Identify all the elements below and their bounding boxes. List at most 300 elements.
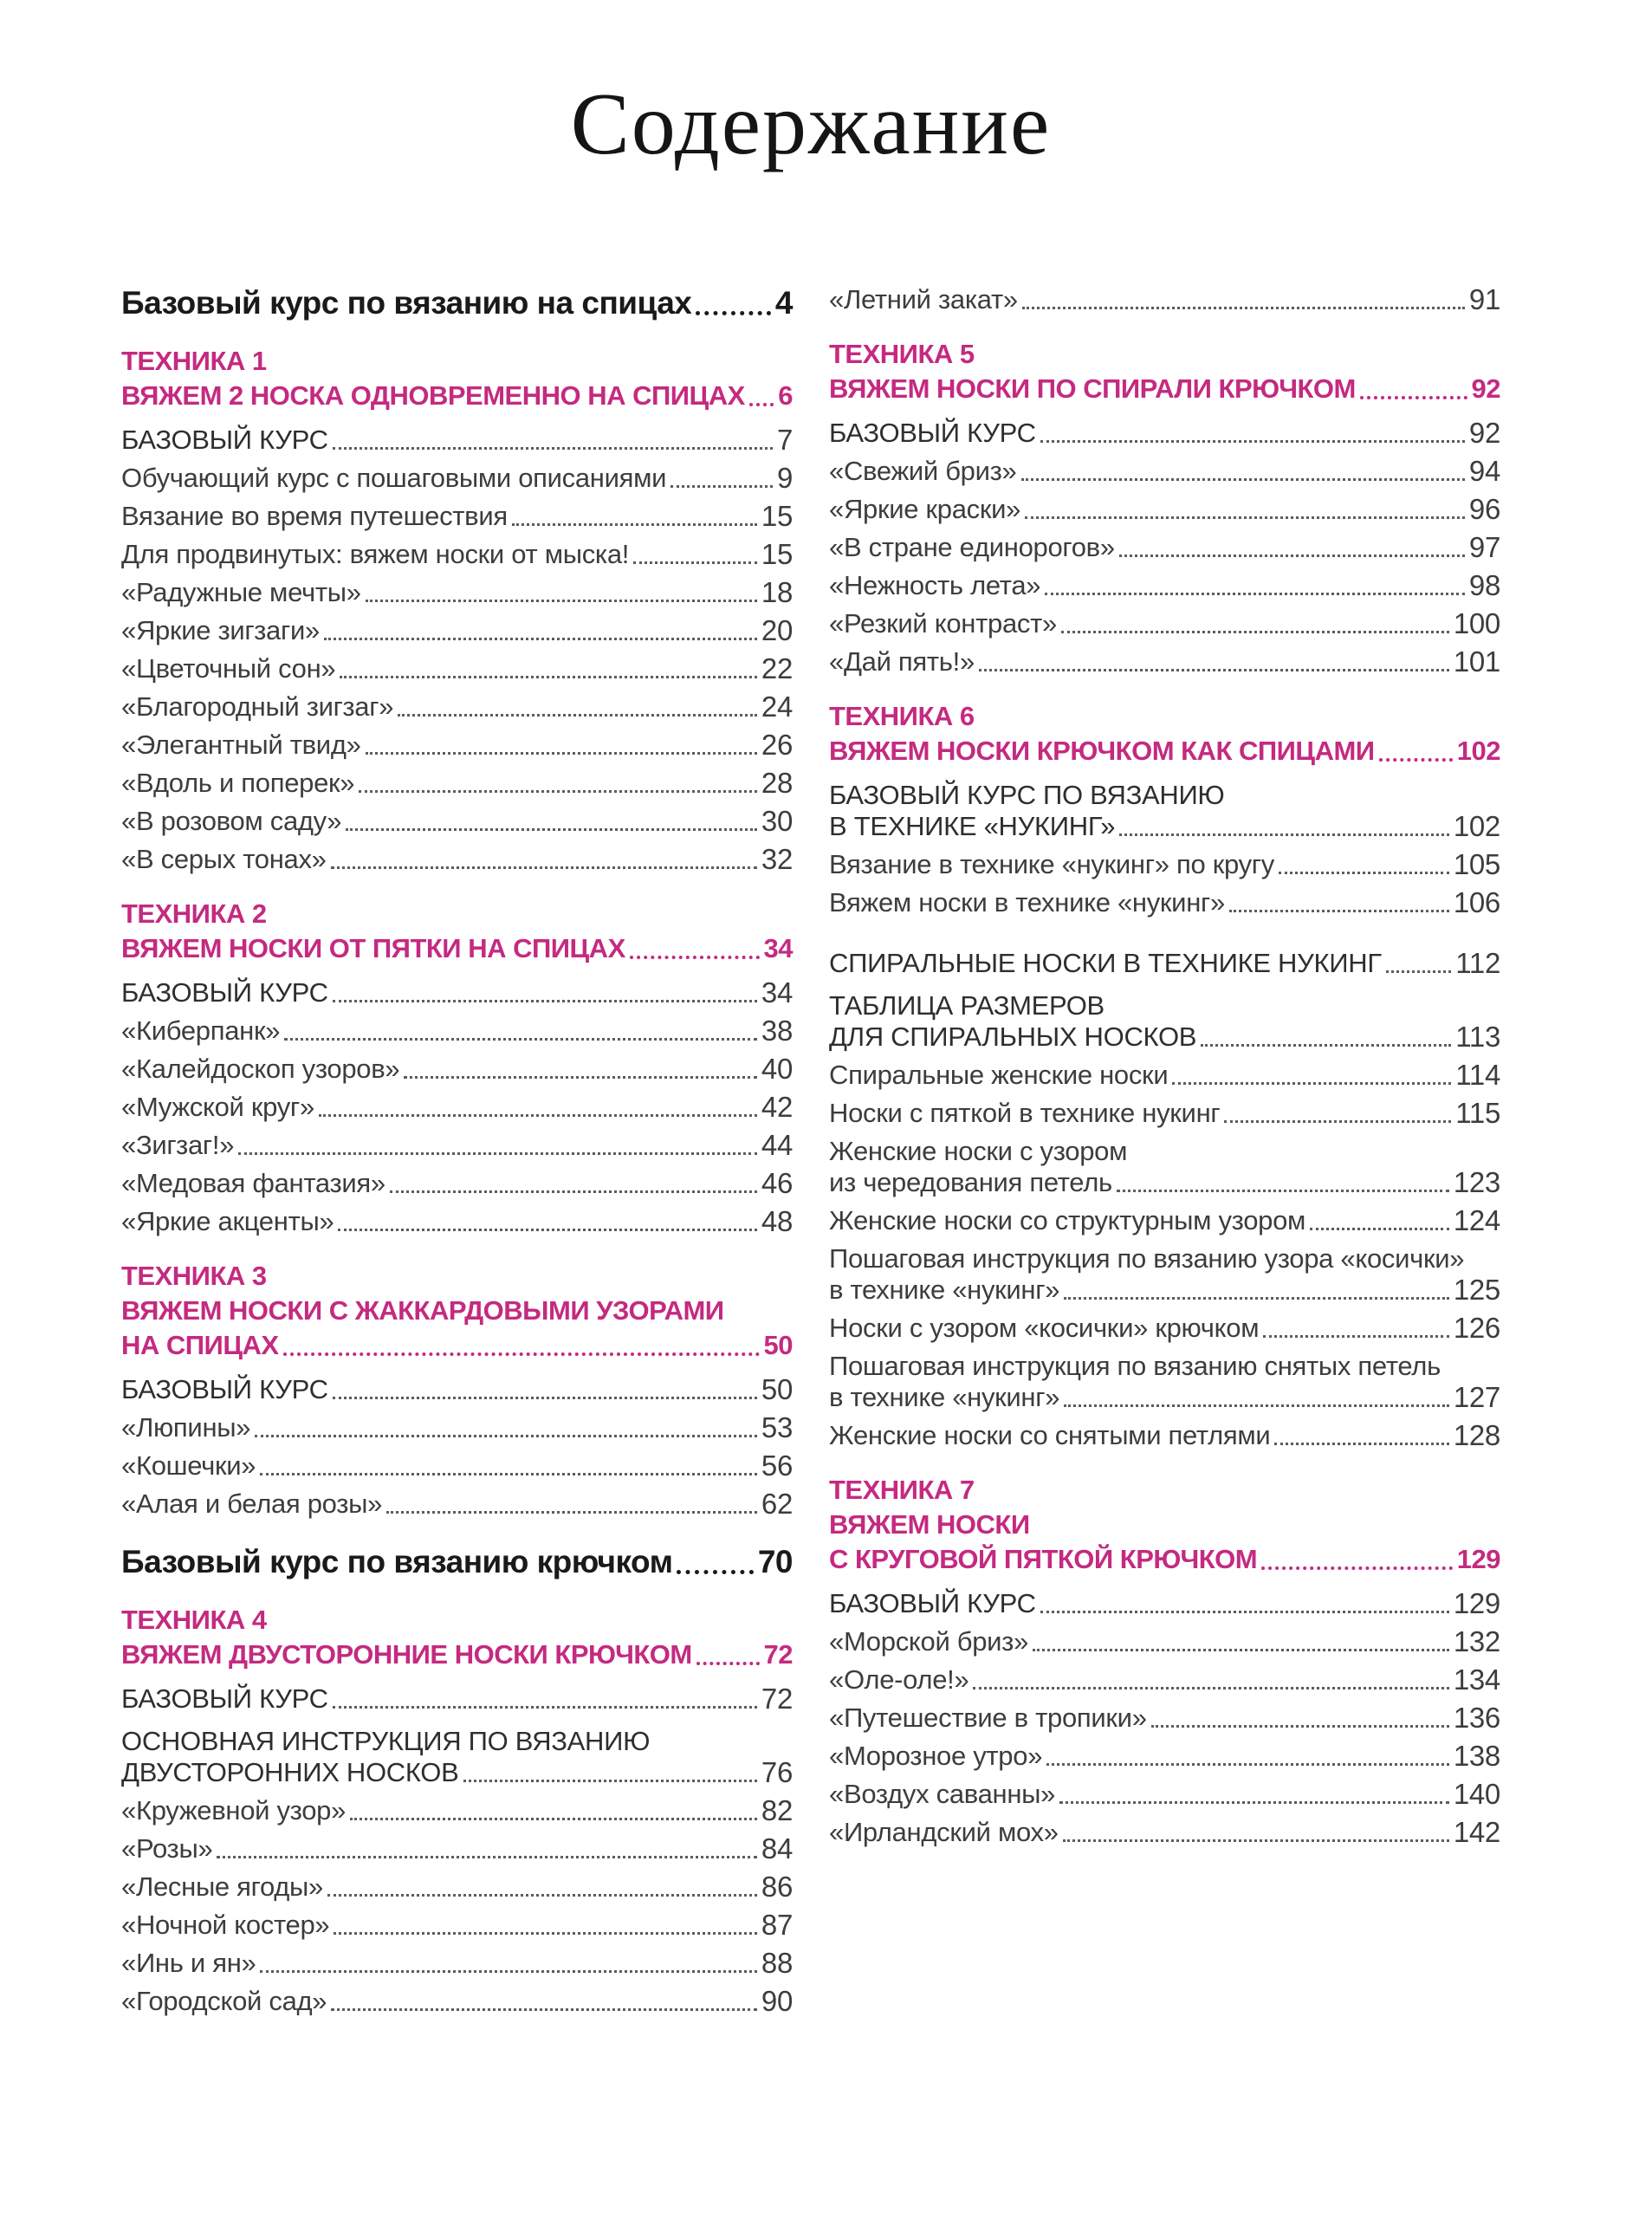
toc-item-text: ТЕХНИКА 6 — [829, 701, 975, 732]
page-number: 91 — [1468, 283, 1500, 316]
toc-item-entry — [121, 615, 793, 646]
page-number: 70 — [757, 1544, 793, 1580]
toc-item-text: «Люпины» — [121, 1412, 251, 1443]
toc-item-text: Обучающий курс с пошаговыми описаниями — [121, 463, 667, 494]
toc-row — [121, 1412, 793, 1443]
toc-row — [121, 844, 793, 875]
dot-leader — [238, 1152, 757, 1155]
toc-item-part — [121, 1543, 793, 1581]
dot-leader — [1064, 1404, 1449, 1407]
toc-item-text: «Воздух саванны» — [829, 1779, 1056, 1810]
toc-item-text: «Цветочный сон» — [121, 653, 336, 684]
toc-row — [829, 532, 1500, 563]
dot-leader — [696, 1662, 760, 1665]
toc-row — [829, 734, 1500, 769]
dot-leader — [346, 828, 757, 831]
page-number: 134 — [1453, 1664, 1500, 1696]
toc-item-text: БАЗОВЫЙ КУРС — [829, 418, 1036, 449]
toc-item-text: «Благородный зигзаг» — [121, 691, 394, 723]
dot-leader — [1229, 910, 1449, 912]
toc-item-entry — [829, 1351, 1500, 1413]
dot-leader — [283, 1352, 760, 1356]
dot-leader — [1201, 1044, 1451, 1047]
dot-leader — [333, 1000, 757, 1002]
page-number: 96 — [1468, 493, 1500, 526]
page-number: 102 — [1456, 736, 1500, 767]
dot-leader — [1172, 1082, 1451, 1085]
toc-item-entry — [121, 1986, 793, 2017]
dot-leader — [1046, 1763, 1449, 1766]
dot-leader — [696, 311, 771, 315]
toc-row — [121, 539, 793, 570]
toc-item-text: «Путешествие в тропики» — [829, 1702, 1147, 1734]
toc-item-entry — [829, 1702, 1500, 1734]
toc-item-entry — [121, 844, 793, 875]
toc-row — [829, 337, 1500, 372]
toc-row — [121, 768, 793, 799]
toc-column-right — [829, 284, 1500, 2017]
page-number: 6 — [778, 380, 793, 412]
toc-row — [121, 1328, 793, 1363]
toc-item-subhead — [121, 1374, 793, 1405]
page-number: 140 — [1453, 1778, 1500, 1811]
page-number: 127 — [1453, 1381, 1500, 1414]
dot-leader — [1263, 1335, 1449, 1338]
toc-item-entry — [829, 1098, 1500, 1129]
page-number: 126 — [1453, 1312, 1500, 1345]
toc-item-entry — [829, 456, 1500, 487]
toc-item-entry — [121, 653, 793, 684]
toc-item-entry — [829, 1060, 1500, 1091]
page-number: 7 — [776, 424, 793, 457]
dot-leader — [319, 1114, 757, 1117]
dot-leader — [463, 1780, 757, 1782]
page-number: 34 — [761, 976, 793, 1009]
toc-item-technique — [121, 344, 793, 413]
toc-item-entry — [829, 646, 1500, 678]
toc-item-text: Носки с пяткой в технике нукинг — [829, 1098, 1221, 1129]
page-number: 129 — [1453, 1587, 1500, 1620]
dot-leader — [1061, 631, 1449, 633]
toc-row — [121, 653, 793, 684]
toc-item-entry — [829, 1313, 1500, 1344]
toc-item-text: Вязание в технике «нукинг» по кругу — [829, 849, 1274, 880]
dot-leader — [331, 866, 757, 869]
page-number: 112 — [1455, 947, 1500, 980]
toc-row — [121, 1603, 793, 1638]
toc-item-entry — [121, 1015, 793, 1047]
toc-item-entry — [829, 1779, 1500, 1810]
dot-leader — [1261, 1566, 1453, 1570]
toc — [121, 284, 1500, 2017]
toc-row — [829, 990, 1500, 1021]
toc-row — [829, 1021, 1500, 1053]
toc-item-text: ВЯЖЕМ НОСКИ — [829, 1509, 1030, 1540]
toc-item-text: «Нежность лета» — [829, 570, 1041, 601]
page-number: 9 — [776, 462, 793, 495]
toc-item-text: Вяжем носки в технике «нукинг» — [829, 887, 1225, 918]
toc-row — [121, 1683, 793, 1715]
toc-item-entry — [829, 1136, 1500, 1198]
toc-row — [121, 1948, 793, 1979]
page-number: 84 — [761, 1832, 793, 1865]
page-number: 94 — [1468, 455, 1500, 488]
toc-item-text: БАЗОВЫЙ КУРС — [829, 1588, 1036, 1619]
toc-item-text: ДЛЯ СПИРАЛЬНЫХ НОСКОВ — [829, 1021, 1197, 1053]
toc-item-entry — [121, 1168, 793, 1199]
toc-row — [121, 1015, 793, 1047]
toc-item-text: «Резкий контраст» — [829, 608, 1057, 639]
toc-item-text: ВЯЖЕМ НОСКИ КРЮЧКОМ КАК СПИЦАМИ — [829, 736, 1375, 767]
dot-leader — [512, 523, 757, 526]
page-number: 30 — [761, 805, 793, 838]
page-number: 22 — [761, 652, 793, 685]
toc-row — [121, 1757, 793, 1788]
dot-leader — [340, 676, 757, 678]
toc-item-text: «Морской бриз» — [829, 1626, 1029, 1657]
toc-item-text: «Оле-оле!» — [829, 1664, 969, 1696]
toc-item-text: «Лесные ягоды» — [121, 1871, 323, 1903]
page-number: 26 — [761, 729, 793, 762]
toc-row — [121, 1374, 793, 1405]
toc-row — [121, 1910, 793, 1941]
page-number: 38 — [761, 1015, 793, 1047]
toc-item-subhead — [121, 977, 793, 1008]
toc-row — [121, 1638, 793, 1672]
dot-leader — [1045, 593, 1465, 595]
toc-item-entry — [829, 608, 1500, 639]
dot-leader — [1025, 516, 1465, 519]
toc-row — [121, 577, 793, 608]
toc-row — [121, 1054, 793, 1085]
toc-item-text: Женские носки со структурным узором — [829, 1205, 1306, 1236]
toc-row — [829, 1167, 1500, 1198]
dot-leader — [404, 1076, 757, 1079]
toc-row — [829, 1626, 1500, 1657]
page-number: 46 — [761, 1167, 793, 1200]
toc-row — [121, 1871, 793, 1903]
page-number: 72 — [763, 1639, 793, 1670]
toc-item-entry — [121, 1412, 793, 1443]
page-number: 115 — [1455, 1097, 1500, 1130]
toc-item-entry — [829, 849, 1500, 880]
page-number: 82 — [761, 1794, 793, 1827]
toc-row — [829, 780, 1500, 811]
dot-leader — [1022, 307, 1465, 309]
page-number: 124 — [1453, 1204, 1500, 1237]
dot-leader — [334, 1932, 757, 1935]
page-number: 100 — [1453, 607, 1500, 640]
toc-item-subhead — [829, 1588, 1500, 1619]
toc-item-entry — [121, 806, 793, 837]
page-number: 105 — [1453, 848, 1500, 881]
toc-item-text: «Свежий бриз» — [829, 456, 1017, 487]
dot-leader — [260, 1473, 757, 1475]
dot-leader — [350, 1818, 757, 1820]
toc-item-text: ТЕХНИКА 2 — [121, 898, 267, 930]
dot-leader — [1033, 1649, 1449, 1651]
toc-item-subhead — [121, 1683, 793, 1715]
page-number: 76 — [761, 1756, 793, 1789]
toc-item-text: «Ирландский мох» — [829, 1817, 1059, 1848]
toc-item-text: «Радужные мечты» — [121, 577, 361, 608]
toc-item-text: «Яркие акценты» — [121, 1206, 334, 1237]
dot-leader — [1021, 478, 1465, 481]
toc-item-text: «Дай пять!» — [829, 646, 975, 678]
toc-row — [829, 570, 1500, 601]
toc-row — [829, 1205, 1500, 1236]
dot-leader — [390, 1190, 757, 1193]
page-number: 114 — [1455, 1059, 1500, 1092]
page-number: 98 — [1468, 569, 1500, 602]
toc-item-subhead — [829, 418, 1500, 449]
page-number: 97 — [1468, 531, 1500, 564]
toc-item-entry — [829, 1205, 1500, 1236]
toc-item-text: Базовый курс по вязанию крючком — [121, 1544, 673, 1580]
toc-row — [829, 887, 1500, 918]
page-number: 92 — [1471, 373, 1500, 405]
toc-item-text: «Яркие краски» — [829, 494, 1021, 525]
toc-row — [829, 1473, 1500, 1508]
toc-row — [121, 1833, 793, 1865]
toc-item-technique — [121, 1603, 793, 1672]
toc-item-text: Женские носки со снятыми петлями — [829, 1420, 1271, 1451]
toc-item-text: Женские носки с узором — [829, 1136, 1128, 1167]
toc-column-left — [121, 284, 793, 2017]
toc-item-entry — [121, 730, 793, 761]
dot-leader — [1151, 1725, 1449, 1728]
toc-item-text: «Калейдоскоп узоров» — [121, 1054, 400, 1085]
dot-leader — [1274, 1443, 1448, 1445]
dot-leader — [1386, 970, 1451, 973]
toc-item-text: ТЕХНИКА 3 — [121, 1261, 267, 1292]
page-number: 142 — [1453, 1816, 1500, 1849]
toc-row — [829, 1313, 1500, 1344]
dot-leader — [671, 485, 773, 488]
toc-row — [121, 344, 793, 379]
toc-item-text: БАЗОВЫЙ КУРС — [121, 425, 328, 456]
toc-item-text: «В стране единорогов» — [829, 532, 1115, 563]
toc-item-text: «Летний закат» — [829, 284, 1018, 315]
toc-item-text: «Морозное утро» — [829, 1741, 1043, 1772]
page-number: 40 — [761, 1053, 793, 1086]
toc-item-text: ОСНОВНАЯ ИНСТРУКЦИЯ ПО ВЯЗАНИЮ — [121, 1726, 651, 1757]
toc-item-text: С КРУГОВОЙ ПЯТКОЙ КРЮЧКОМ — [829, 1544, 1258, 1575]
toc-item-text: «Ночной костер» — [121, 1910, 330, 1941]
page-number: 50 — [763, 1330, 793, 1361]
dot-leader — [1310, 1228, 1449, 1230]
toc-item-text: «В серых тонах» — [121, 844, 327, 875]
dot-leader — [333, 1706, 757, 1709]
toc-item-text: ВЯЖЕМ НОСКИ С ЖАККАРДОВЫМИ УЗОРАМИ — [121, 1295, 724, 1326]
toc-item-text: «Мужской круг» — [121, 1092, 314, 1123]
toc-row — [829, 1136, 1500, 1167]
page-number: 15 — [761, 538, 793, 571]
dot-leader — [1119, 554, 1465, 557]
toc-item-text: ВЯЖЕМ НОСКИ ОТ ПЯТКИ НА СПИЦАХ — [121, 933, 625, 964]
toc-item-text: Вязание во время путешествия — [121, 501, 508, 532]
toc-item-text: «Яркие зигзаги» — [121, 615, 320, 646]
toc-row — [829, 1098, 1500, 1129]
toc-row — [829, 608, 1500, 639]
toc-item-entry — [829, 1817, 1500, 1848]
toc-item-entry — [121, 501, 793, 532]
toc-item-text: Для продвинутых: вяжем носки от мыска! — [121, 539, 630, 570]
toc-row — [121, 1986, 793, 2017]
toc-item-text: ТЕХНИКА 1 — [121, 346, 267, 377]
toc-item-entry — [121, 1795, 793, 1826]
page-number: 129 — [1456, 1544, 1500, 1575]
toc-row — [829, 646, 1500, 678]
toc-item-entry — [121, 691, 793, 723]
page-number: 42 — [761, 1091, 793, 1124]
toc-item-text: ТАБЛИЦА РАЗМЕРОВ — [829, 990, 1105, 1021]
toc-item-text: в технике «нукинг» — [829, 1382, 1060, 1413]
page-number: 123 — [1453, 1166, 1500, 1199]
dot-leader — [331, 2008, 757, 2011]
page-number: 106 — [1453, 886, 1500, 919]
toc-row — [121, 501, 793, 532]
page-number: 102 — [1453, 810, 1500, 843]
toc-item-text: ДВУСТОРОННИХ НОСКОВ — [121, 1757, 459, 1788]
toc-row — [829, 1420, 1500, 1451]
dot-leader — [1279, 872, 1449, 874]
dot-leader — [255, 1435, 757, 1437]
page-number: 136 — [1453, 1702, 1500, 1735]
page-number: 128 — [1453, 1419, 1500, 1452]
toc-row — [121, 691, 793, 723]
page-number: 101 — [1453, 645, 1500, 678]
page-number: 125 — [1453, 1274, 1500, 1307]
toc-item-text: БАЗОВЫЙ КУРС — [121, 1683, 328, 1715]
toc-row — [121, 1206, 793, 1237]
toc-item-text: БАЗОВЫЙ КУРС — [121, 977, 328, 1008]
dot-leader — [386, 1511, 757, 1514]
toc-row — [121, 1294, 793, 1328]
dot-leader — [1059, 1801, 1449, 1804]
toc-item-text: «В розовом саду» — [121, 806, 342, 837]
toc-item-entry — [121, 1092, 793, 1123]
toc-item-subhead — [829, 780, 1500, 842]
toc-row — [121, 806, 793, 837]
dot-leader — [366, 600, 757, 602]
dot-leader — [217, 1856, 757, 1858]
toc-item-text: Спиральные женские носки — [829, 1060, 1169, 1091]
toc-item-entry — [121, 1948, 793, 1979]
dot-leader — [333, 1397, 757, 1399]
toc-item-text: «Элегантный твид» — [121, 730, 361, 761]
toc-item-entry — [121, 539, 793, 570]
page-number: 20 — [761, 614, 793, 647]
toc-row — [829, 456, 1500, 487]
page-number: 56 — [761, 1449, 793, 1482]
dot-leader — [1063, 1839, 1449, 1842]
toc-item-text: ВЯЖЕМ ДВУСТОРОННИЕ НОСКИ КРЮЧКОМ — [121, 1639, 692, 1670]
toc-item-technique — [121, 897, 793, 966]
toc-item-text: ТЕХНИКА 7 — [829, 1475, 975, 1506]
dot-leader — [1064, 1297, 1449, 1300]
toc-item-text: БАЗОВЫЙ КУРС — [121, 1374, 328, 1405]
toc-item-entry — [121, 1833, 793, 1865]
dot-leader — [1119, 833, 1449, 836]
toc-item-technique — [121, 1259, 793, 1363]
toc-row — [829, 699, 1500, 734]
dot-leader — [333, 447, 773, 450]
toc-item-entry — [829, 1626, 1500, 1657]
toc-row — [829, 1060, 1500, 1091]
toc-row — [829, 418, 1500, 449]
toc-row — [121, 615, 793, 646]
toc-item-text: из чередования петель — [829, 1167, 1112, 1198]
dot-leader — [1040, 440, 1465, 443]
toc-item-entry — [121, 1910, 793, 1941]
dot-leader — [1360, 396, 1467, 399]
toc-row — [829, 1779, 1500, 1810]
toc-item-entry — [121, 1871, 793, 1903]
toc-row — [829, 1542, 1500, 1577]
toc-row — [121, 730, 793, 761]
toc-row — [121, 931, 793, 966]
page-number: 87 — [761, 1909, 793, 1942]
page-number: 72 — [761, 1683, 793, 1715]
toc-item-text: «Городской сад» — [121, 1986, 327, 2017]
toc-item-text: «Медовая фантазия» — [121, 1168, 385, 1199]
toc-item-text: ВЯЖЕМ 2 НОСКА ОДНОВРЕМЕННО НА СПИЦАХ — [121, 380, 745, 412]
toc-item-text: «Зигзаг!» — [121, 1130, 235, 1161]
toc-item-entry — [121, 577, 793, 608]
toc-row — [121, 1450, 793, 1482]
toc-row — [121, 379, 793, 413]
page-number: 28 — [761, 767, 793, 800]
dot-leader — [338, 1229, 756, 1231]
page-number: 138 — [1453, 1740, 1500, 1773]
toc-item-text: «Инь и ян» — [121, 1948, 256, 1979]
toc-item-text: «Киберпанк» — [121, 1015, 281, 1047]
toc-item-subhead — [121, 425, 793, 456]
toc-row — [829, 1702, 1500, 1734]
toc-item-entry — [121, 768, 793, 799]
toc-row — [829, 372, 1500, 406]
toc-row — [829, 1508, 1500, 1542]
page-number: 24 — [761, 691, 793, 723]
toc-item-text: «Кружевной узор» — [121, 1795, 347, 1826]
toc-row — [829, 1817, 1500, 1848]
toc-row — [121, 1726, 793, 1757]
dot-leader — [973, 1687, 1448, 1689]
dot-leader — [1224, 1120, 1451, 1123]
toc-item-subhead — [121, 1726, 793, 1788]
dot-leader — [327, 1894, 757, 1897]
toc-item-entry — [829, 1741, 1500, 1772]
toc-item-text: «Вдоль и поперек» — [121, 768, 355, 799]
toc-item-technique — [829, 337, 1500, 406]
dot-leader — [324, 638, 757, 640]
dot-leader — [1117, 1190, 1449, 1192]
toc-item-entry — [121, 463, 793, 494]
toc-row — [121, 1543, 793, 1581]
toc-item-entry — [829, 1420, 1500, 1451]
toc-item-text: СПИРАЛЬНЫЕ НОСКИ В ТЕХНИКЕ НУКИНГ — [829, 948, 1382, 979]
dot-leader — [677, 1570, 753, 1574]
toc-item-text: БАЗОВЫЙ КУРС ПО ВЯЗАНИЮ — [829, 780, 1225, 811]
toc-row — [829, 811, 1500, 842]
toc-row — [829, 849, 1500, 880]
page-number: 34 — [763, 933, 793, 964]
page-number: 53 — [761, 1411, 793, 1444]
toc-row — [829, 1351, 1500, 1382]
dot-leader — [979, 669, 1449, 671]
toc-row — [829, 1382, 1500, 1413]
